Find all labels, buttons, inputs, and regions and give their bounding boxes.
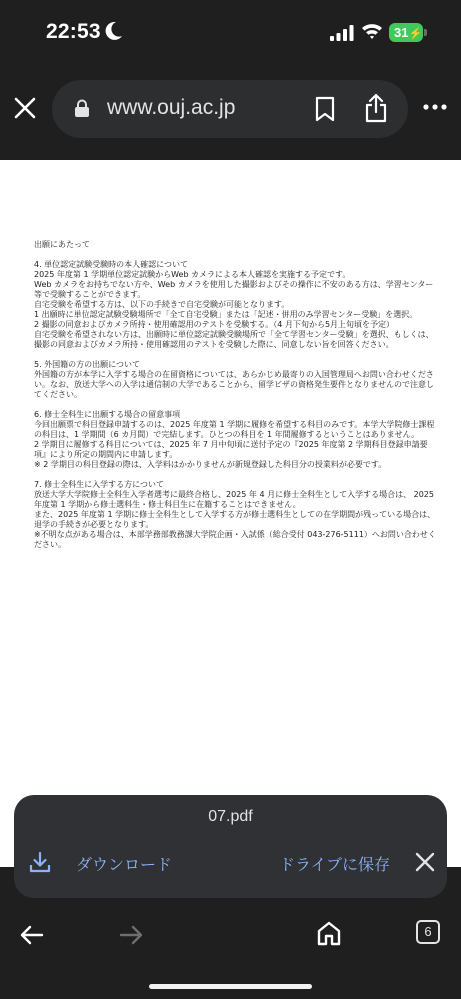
home-indicator[interactable] [149,984,312,989]
download-panel [14,795,447,898]
charging-icon: ⚡ [408,28,423,40]
home-icon[interactable] [316,920,342,946]
lock-icon[interactable] [74,99,90,117]
address-bar[interactable] [52,80,408,138]
url-text[interactable]: www.ouj.ac.jp [107,96,236,119]
back-arrow-icon[interactable] [20,924,44,946]
close-icon[interactable] [415,852,435,872]
browser-toolbar [0,64,461,160]
status-bar [0,0,461,64]
share-icon[interactable] [364,93,388,123]
forward-arrow-icon[interactable] [119,924,143,946]
more-options-icon[interactable] [422,102,448,112]
document-heading: 出願にあたって [34,240,90,249]
download-button[interactable]: ダウンロード [76,855,173,874]
section-4-text: 4. 単位認定試験受験時の本人確認について 2025 年度第 1 学期単位認定試験からWeb カメラによる本人確認を実施する予定です。 Web カメラをお持ちでない方や、Web カメラを使用した撮影およびその操作に不安のある方は、学習センター等で受験することができます。 自宅受験を希望する方は、以下の手続きで自宅受験が可能となります。 1 出願時に単位認定試験受験場所で「全て自宅受験」または「記述・併用のみ学習センター受験」を選択。 2 撮影の同意およびカメラ所持・使用確認用のテストを受験する。（4 月下旬から5月上旬頃を予定） 自宅受験を希望されない方は、出願時に単位認定試験受験場所で「全て学習センター受験」を選択、もしくは、撮影の同意およびカメラ所持・使用確認用のテストを受験した際に、同意しない旨を回答ください。 [34,260,434,349]
bottom-navigation [0,898,461,999]
battery-level: 31 [394,25,409,40]
tab-switcher-button[interactable]: 6 [416,920,440,944]
bookmark-icon[interactable] [314,96,336,122]
close-icon[interactable] [12,95,38,121]
section-7-text: 7. 修士全科生に入学する方について 放送大学大学院修士全科生入学者選考に最終合格し、2025 年 4 月に修士全科生として入学する場合は、 2025 年度第 1 学期から修士選科生・修士科目生に在籍することはできません。 また、2025 年度第 1 学期に修士全科生として入学する方が修士選科生としての在学期間が残っている場合は、退学の手続きが必要となります。 ※不明な点がある場合は、本部学務部教務課大学院企画・入試係（総合受付 043-276-5111）へお問い合わせください。 [34,480,436,549]
cellular-signal-icon [330,25,354,41]
battery-indicator [389,23,423,42]
save-to-drive-button[interactable]: ドライブに保存 [279,855,391,874]
status-time: 22:53 [46,20,101,43]
wifi-icon [361,22,383,40]
download-icon[interactable] [29,851,51,873]
download-filename: 07.pdf [208,808,253,825]
battery-nub [424,29,427,36]
document-body [34,240,438,550]
section-5-text: 5. 外国籍の方の出願について 外国籍の方が本学に入学する場合の在留資格については、あらかじめ最寄りの入国管理局へお問い合わせください。なお、放送大学への入学は通信制の大学であることから、留学ビザの資格発生要件となりませんので注意してください。 [34,360,434,399]
moon-icon [104,20,124,42]
section-6-text: 6. 修士全科生に出願する場合の留意事項 今回出願票で科目登録申請するのは、2025 年度第 1 学期に履修を希望する科目のみです。本学大学院修士課程の科目は、1 学期間（6 カ月間）で完結します。ひとつの科目を 1 年間履修するということはありません。 2 学期目に履修する科目については、2025 年 7 月中旬頃に送付予定の『2025 年度第 2 学期科目登録申請要項』により所定の期間内に申請します。 ※ 2 学期目の科目登録の際は、入学料はかかりませんが新規登録した科目分の授業料が必要です。 [34,410,435,469]
pdf-page[interactable] [0,160,461,867]
